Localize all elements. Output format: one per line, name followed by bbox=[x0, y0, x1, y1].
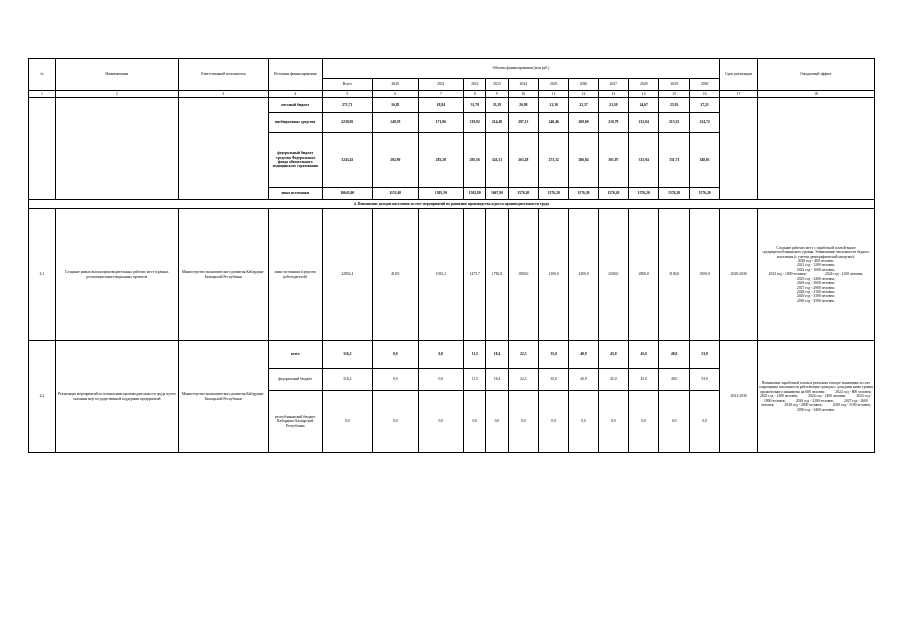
value-cell: 0,0 bbox=[538, 391, 568, 453]
value-cell: 33,19 bbox=[486, 98, 508, 113]
value-cell: 202,90 bbox=[372, 133, 418, 188]
value-cell: 45,0 bbox=[629, 341, 659, 369]
source-cell: республиканский бюджет Кабардино-Балкарской Республики bbox=[268, 391, 322, 453]
value-cell: 11,5 bbox=[464, 369, 486, 391]
value-cell: 1576,20 bbox=[689, 188, 720, 200]
section-title: 4. Повышение доходов населения за счет мероприятий по развитию производства и роста производительности труда bbox=[29, 200, 875, 209]
header-year: 2030 bbox=[689, 79, 720, 91]
value-cell: 16643,00 bbox=[322, 188, 372, 200]
header-name: Наименование bbox=[55, 59, 178, 91]
header-year: 2021 bbox=[418, 79, 464, 91]
value-cell: 22,37 bbox=[569, 98, 598, 113]
column-number: 17 bbox=[720, 91, 757, 98]
value-cell: 418,9 bbox=[372, 209, 418, 341]
value-cell: 1576,20 bbox=[569, 188, 598, 200]
value-cell: 0,0 bbox=[418, 369, 464, 391]
value-cell: 2500,0 bbox=[598, 209, 628, 341]
value-cell: 316,2 bbox=[322, 369, 372, 391]
column-number: 15 bbox=[659, 91, 689, 98]
header-year: 2026 bbox=[569, 79, 598, 91]
row-number: 4.2 bbox=[29, 341, 56, 453]
source-cell: всего bbox=[268, 341, 322, 369]
value-cell: 0,0 bbox=[569, 391, 598, 453]
executor-cell: Министерство экономического развития Кабардино-Балкарской Республики bbox=[178, 209, 268, 341]
column-number: 5 bbox=[322, 91, 372, 98]
column-number: 4 bbox=[268, 91, 322, 98]
value-cell: 209,60 bbox=[569, 113, 598, 133]
source-cell: внебюджетные средства bbox=[268, 113, 322, 133]
value-cell: 45,0 bbox=[629, 369, 659, 391]
value-cell: 2800,0 bbox=[629, 209, 659, 341]
value-cell: 2230,05 bbox=[322, 113, 372, 133]
column-number: 2 bbox=[55, 91, 178, 98]
value-cell: 219,92 bbox=[464, 113, 486, 133]
value-cell: 45,0 bbox=[598, 341, 628, 369]
value-cell: 316,2 bbox=[322, 341, 372, 369]
value-cell: 31,78 bbox=[464, 98, 486, 113]
value-cell: 24,67 bbox=[629, 98, 659, 113]
source-cell: местный бюджет bbox=[268, 98, 322, 113]
column-number: 14 bbox=[629, 91, 659, 98]
value-cell: 1667,90 bbox=[486, 188, 508, 200]
value-cell: 25,92 bbox=[659, 98, 689, 113]
header-executor: Ответственный исполнитель bbox=[178, 59, 268, 91]
value-cell: 2100,0 bbox=[538, 209, 568, 341]
empty-cell bbox=[55, 98, 178, 200]
value-cell: 0,0 bbox=[372, 341, 418, 369]
value-cell: 18,4 bbox=[486, 341, 508, 369]
value-cell: 21,30 bbox=[538, 98, 568, 113]
value-cell: 40,9 bbox=[569, 369, 598, 391]
value-cell: 2300,0 bbox=[569, 209, 598, 341]
value-cell: 48,0 bbox=[659, 369, 689, 391]
header-year: 2027 bbox=[598, 79, 628, 91]
value-cell: 0,0 bbox=[486, 391, 508, 453]
value-cell: 3100,0 bbox=[659, 209, 689, 341]
value-cell: 213,35 bbox=[659, 113, 689, 133]
column-number: 10 bbox=[508, 91, 538, 98]
column-number: 13 bbox=[598, 91, 628, 98]
value-cell: 11,5 bbox=[464, 341, 486, 369]
value-cell: 273,32 bbox=[538, 133, 568, 188]
source-cell: иные источники bbox=[268, 188, 322, 200]
measure-name: Реализация мероприятий по повышению производительности труда путем оказания мер государственной поддержки предприятий bbox=[55, 341, 178, 453]
value-cell: 53,0 bbox=[689, 369, 720, 391]
value-cell: 1035,2 bbox=[418, 209, 464, 341]
value-cell: 0,0 bbox=[372, 391, 418, 453]
value-cell: 53,0 bbox=[689, 341, 720, 369]
source-cell: федеральный бюджет bbox=[268, 369, 322, 391]
value-cell: 18,84 bbox=[418, 98, 464, 113]
header-row-1 bbox=[29, 59, 875, 79]
value-cell: 0,0 bbox=[629, 391, 659, 453]
value-cell: 45,0 bbox=[598, 369, 628, 391]
value-cell: 1576,20 bbox=[538, 188, 568, 200]
value-cell: 0,0 bbox=[464, 391, 486, 453]
value-cell: 18,4 bbox=[486, 369, 508, 391]
header-period: Срок реализации bbox=[720, 59, 757, 91]
empty-cell bbox=[720, 98, 757, 200]
column-number: 18 bbox=[757, 91, 874, 98]
value-cell: 212,04 bbox=[629, 113, 659, 133]
value-cell: 16,85 bbox=[372, 98, 418, 113]
column-number: 3 bbox=[178, 91, 268, 98]
effect-cell: Создание рабочих мест с заработной платой выше среднереспубликанского уровня. Уменьшение численности бедного населения (с учетом демографической нагрузки): 2020 год - 400 человек; 2021 год - 1200 человек; 2022 год - 1600 человек; 2023 год - 1800 человек; 2024 год - 2100 человек; 2025 год - 2400 человек; 2026 год - 2600 человек; 2027 год - 2900 человек; 2028 год - 3100 человек; 2029 год - 3300 человек; 2030 год - 3500 человек. bbox=[757, 209, 874, 341]
value-cell: 271,71 bbox=[322, 98, 372, 113]
column-number: 16 bbox=[689, 91, 720, 98]
value-cell: 301,07 bbox=[598, 133, 628, 188]
value-cell: 22,3 bbox=[508, 341, 538, 369]
column-number: 6 bbox=[372, 91, 418, 98]
value-cell: 22,3 bbox=[508, 369, 538, 391]
document-sheet bbox=[28, 58, 882, 452]
column-number: 12 bbox=[569, 91, 598, 98]
financing-table bbox=[28, 58, 882, 453]
value-cell: 348,01 bbox=[689, 133, 720, 188]
value-cell: 40,9 bbox=[569, 341, 598, 369]
header-year: 2024 bbox=[508, 79, 538, 91]
table-row bbox=[29, 98, 875, 113]
period-cell: 2020-2030 bbox=[720, 209, 757, 341]
table-row-4-1 bbox=[29, 209, 875, 341]
empty-cell bbox=[29, 98, 56, 200]
header-source: Источник финансирования bbox=[268, 59, 322, 91]
value-cell: 1576,20 bbox=[659, 188, 689, 200]
value-cell: 0,0 bbox=[508, 391, 538, 453]
period-cell: 2022-2030 bbox=[720, 341, 757, 453]
value-cell: 341,51 bbox=[486, 133, 508, 188]
row-number: 4.1 bbox=[29, 209, 56, 341]
value-cell: 214,48 bbox=[486, 113, 508, 133]
value-cell: 0,0 bbox=[689, 391, 720, 453]
column-number-row bbox=[29, 91, 875, 98]
value-cell: 0,0 bbox=[659, 391, 689, 453]
value-cell: 295,56 bbox=[464, 133, 486, 188]
value-cell: 1800,0 bbox=[508, 209, 538, 341]
header-num: № bbox=[29, 59, 56, 91]
value-cell: 3243,43 bbox=[322, 133, 372, 188]
header-volumes: Объемы финансирования (млн руб.) bbox=[322, 59, 720, 79]
value-cell: 297,13 bbox=[508, 113, 538, 133]
value-cell: 0,0 bbox=[418, 341, 464, 369]
value-cell: 27,21 bbox=[689, 98, 720, 113]
value-cell: 26,98 bbox=[508, 98, 538, 113]
empty-cell bbox=[757, 98, 874, 200]
value-cell: 0,0 bbox=[598, 391, 628, 453]
source-cell: федеральный бюджет -средства Федерального фонда обязательного медицинского страхования bbox=[268, 133, 322, 188]
header-year: 2022 bbox=[464, 79, 486, 91]
value-cell: 148,59 bbox=[372, 113, 418, 133]
value-cell: 1475,7 bbox=[464, 209, 486, 341]
value-cell: 35,0 bbox=[538, 369, 568, 391]
value-cell: 283,28 bbox=[418, 133, 464, 188]
column-number: 11 bbox=[538, 91, 568, 98]
value-cell: 0,0 bbox=[418, 391, 464, 453]
header-effect: Ожидаемый эффект bbox=[757, 59, 874, 91]
value-cell: 1502,80 bbox=[464, 188, 486, 200]
header-total: Всего bbox=[322, 79, 372, 91]
measure-name: Создание новых высокопроизводительных рабочих мест в рамках реализации инвестиционных проектов bbox=[55, 209, 178, 341]
value-cell: 1133,40 bbox=[372, 188, 418, 200]
column-number: 8 bbox=[464, 91, 486, 98]
value-cell: 331,73 bbox=[659, 133, 689, 188]
value-cell: 214,72 bbox=[689, 113, 720, 133]
value-cell: 48,0 bbox=[659, 341, 689, 369]
header-year: 2028 bbox=[629, 79, 659, 91]
value-cell: 171,06 bbox=[418, 113, 464, 133]
value-cell: 1576,20 bbox=[598, 188, 628, 200]
value-cell: 240,46 bbox=[538, 113, 568, 133]
value-cell: 22852,4 bbox=[322, 209, 372, 341]
value-cell: 1305,50 bbox=[418, 188, 464, 200]
value-cell: 1782,8 bbox=[486, 209, 508, 341]
column-number: 7 bbox=[418, 91, 464, 98]
column-number: 1 bbox=[29, 91, 56, 98]
source-cell: иные источники (средства работодателей) bbox=[268, 209, 322, 341]
value-cell: 0,0 bbox=[322, 391, 372, 453]
empty-cell bbox=[178, 98, 268, 200]
value-cell: 3500,0 bbox=[689, 209, 720, 341]
header-year: 2029 bbox=[659, 79, 689, 91]
table-row-4-2 bbox=[29, 341, 875, 369]
value-cell: 210,79 bbox=[598, 113, 628, 133]
value-cell: 23,50 bbox=[598, 98, 628, 113]
value-cell: 263,28 bbox=[508, 133, 538, 188]
header-year: 2025 bbox=[538, 79, 568, 91]
value-cell: 0,0 bbox=[372, 369, 418, 391]
value-cell: 35,0 bbox=[538, 341, 568, 369]
value-cell: 315,94 bbox=[629, 133, 659, 188]
effect-cell: Повышение заработной платы в реальном секторе экономики за счет сокращения численности работающих граждан с доходами ниже уровня прожиточного минимума на 600 человек: 2022 год - 800 человек; 2023 год - 1200 человек; 2024 год - 1400 человек; 2025 год - 1800 человек; 2026 год - 2200 человек; 2027 год - 2600 человек; 2028 год - 2800 человек; 2029 год - 3100 человек; 2030 год - 3400 человек. bbox=[757, 341, 874, 453]
executor-cell: Министерство экономического развития Кабардино-Балкарской Республики bbox=[178, 341, 268, 453]
value-cell: 286,84 bbox=[569, 133, 598, 188]
column-number: 9 bbox=[486, 91, 508, 98]
section-heading-row bbox=[29, 200, 875, 209]
value-cell: 1576,20 bbox=[629, 188, 659, 200]
header-year: 2020 bbox=[372, 79, 418, 91]
value-cell: 1576,20 bbox=[508, 188, 538, 200]
header-year: 2023 bbox=[486, 79, 508, 91]
